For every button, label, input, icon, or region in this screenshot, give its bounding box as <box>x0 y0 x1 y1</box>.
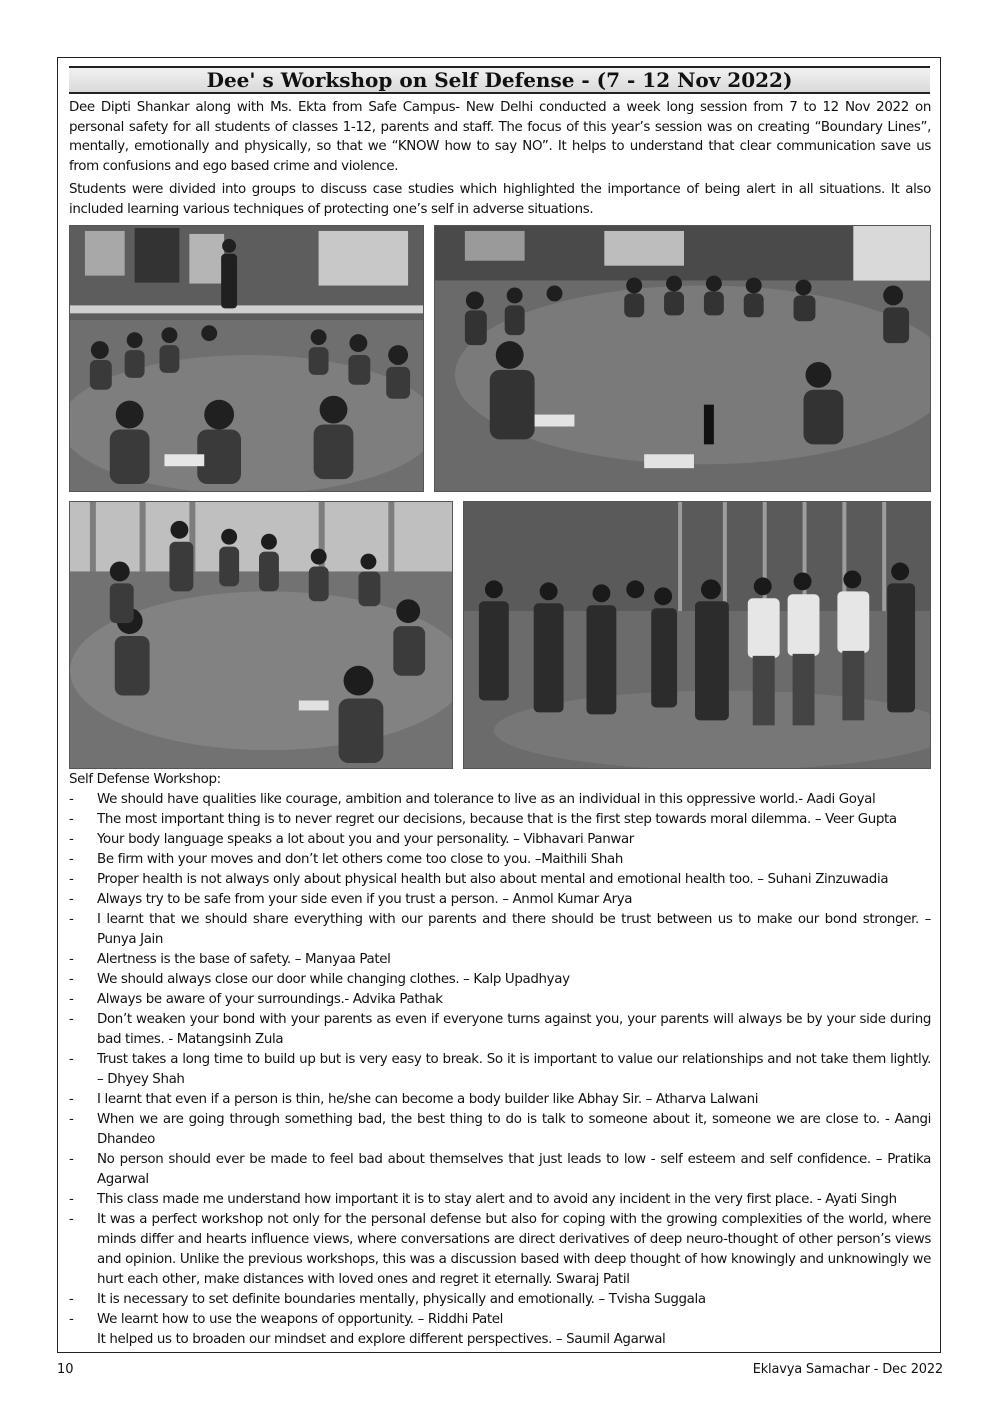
quote-item: - I learnt that even if a person is thin, he/she can become a body builder like Abhay Sir. – Atharva Lalwani <box>69 1090 931 1110</box>
quote-list <box>69 790 931 1350</box>
publication-footer: Eklavya Samachar - Dec 2022 <box>752 1362 943 1377</box>
quote-item: - We should have qualities like courage, ambition and tolerance to live as an individual in this oppressive world.- Aadi Goyal <box>69 790 931 810</box>
quote-item: - Don’t weaken your bond with your parents as even if everyone turns against you, your parents will always be by your side during bad times. - Matangsinh Zula <box>69 1010 931 1050</box>
quote-item: - We learnt how to use the weapons of opportunity. – Riddhi Patel <box>69 1310 931 1330</box>
quote-item: - It was a perfect workshop not only for the personal defense but also for coping with the growing complexities of the world, where minds differ and hearts influence views, where conversations are direct derivatives of deep neuro-thought of other person’s views and opinion. Unlike the previous workshops, this was a discussion based with deep thought of how knowingly and unknowingly we hurt each other, make distances with loved ones and regret it eternally. Swaraj Patil <box>69 1210 931 1290</box>
workshop-label: Self Defense Workshop: <box>69 772 221 787</box>
workshop-photo-4 <box>463 501 931 769</box>
quote-item: - We should always close our door while changing clothes. – Kalp Upadhyay <box>69 970 931 990</box>
quote-item: - Always be aware of your surroundings.- Advika Pathak <box>69 990 931 1010</box>
intro-paragraph-2: Students were divided into groups to discuss case studies which highlighted the importance of being alert in all situations. It also included learning various techniques of protecting one’s self in adverse situations. <box>69 182 931 217</box>
page-title: Dee' s Workshop on Self Defense - (7 - 12 Nov 2022) <box>206 68 793 92</box>
quote-item: - This class made me understand how important it is to stay alert and to avoid any incident in the very first place. - Ayati Singh <box>69 1190 931 1210</box>
quote-item: - Your body language speaks a lot about you and your personality. – Vibhavari Panwar <box>69 830 931 850</box>
quote-item: - Proper health is not always only about physical health but also about mental and emotional health too. – Suhani Zinzuwadia <box>69 870 931 890</box>
intro-paragraph-1: Dee Dipti Shankar along with Ms. Ekta from Safe Campus- New Delhi conducted a week long session from 7 to 12 Nov 2022 on personal safety for all students of classes 1-12, parents and staff. The focus of this year’s session was on creating “Boundary Lines”, mentally, emotionally and physically, so that we “KNOW how to say NO”. It helps to understand that clear communication save us from confusions and ego based crime and violence. <box>69 100 931 174</box>
quote-item: - It is necessary to set definite boundaries mentally, physically and emotionally. – Tvisha Suggala <box>69 1290 931 1310</box>
page-number: 10 <box>57 1362 74 1377</box>
quote-item: - Be firm with your moves and don’t let others come too close to you. –Maithili Shah <box>69 850 931 870</box>
workshop-photo-2 <box>434 225 931 492</box>
quote-item: - Always try to be safe from your side even if you trust a person. – Anmol Kumar Arya <box>69 890 931 910</box>
workshop-photo-1 <box>69 225 424 492</box>
workshop-photo-3 <box>69 501 453 769</box>
quote-item: - No person should ever be made to feel bad about themselves that just leads to low - self esteem and self confidence. – Pratika Agarwal <box>69 1150 931 1190</box>
quote-item: - When we are going through something bad, the best thing to do is talk to someone about it, someone we are close to. - Aangi Dhandeo <box>69 1110 931 1150</box>
quote-item: - Trust takes a long time to build up but is very easy to break. So it is important to value our relationships and not take them lightly. – Dhyey Shah <box>69 1050 931 1090</box>
quote-item: - The most important thing is to never regret our decisions, because that is the first step towards moral dilemma. – Veer Gupta <box>69 810 931 830</box>
quote-item: - I learnt that we should share everything with our parents and there should be trust between us to make our bond stronger. – Punya Jain <box>69 910 931 950</box>
quote-item: - Alertness is the base of safety. – Manyaa Patel <box>69 950 931 970</box>
title-bar <box>69 66 930 94</box>
closing-quote: It helped us to broaden our mindset and explore different perspectives. – Saumil Agarwal <box>97 1332 666 1347</box>
